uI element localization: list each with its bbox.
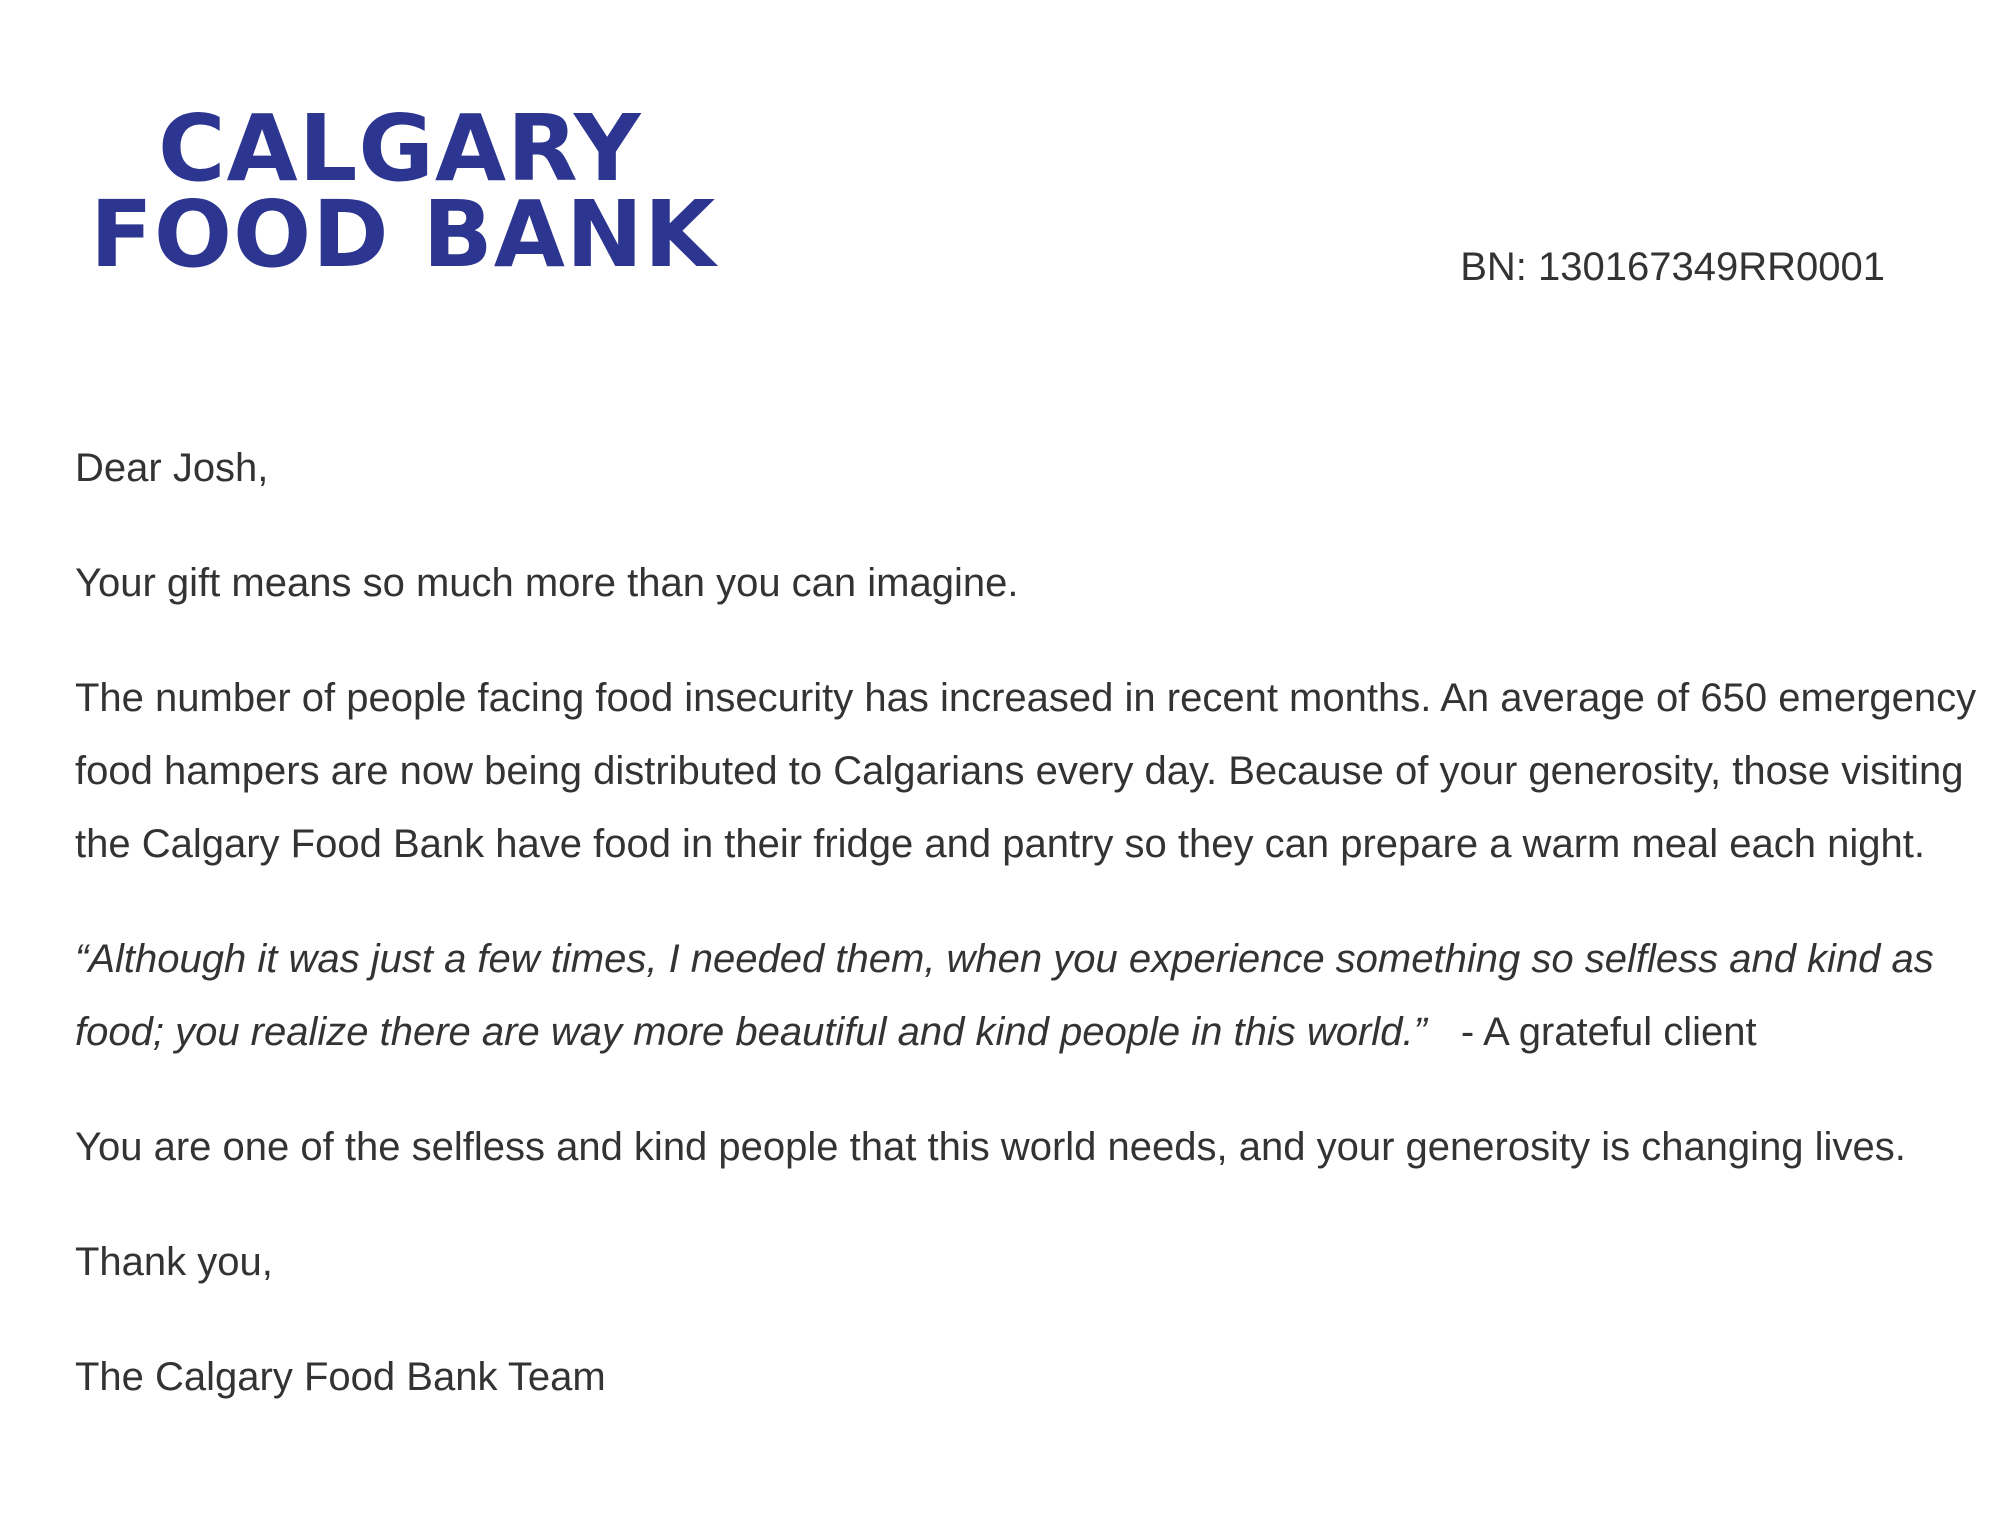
business-number: BN: 130167349RR0001 <box>1460 245 1885 289</box>
quote-attribution: - A grateful client <box>1460 1010 1757 1054</box>
client-quote <box>75 923 1995 1069</box>
letter-paragraph-selfless: You are one of the selfless and kind people that this world needs, and your generosity is changing lives. <box>75 1125 1906 1169</box>
letter-greeting: Dear Josh, <box>75 446 269 490</box>
letter-closing: Thank you, <box>75 1240 273 1284</box>
logo-line-calgary: CALGARY <box>158 95 642 202</box>
letter-body <box>75 432 1995 1456</box>
letter-paragraph-insecurity: The number of people facing food insecurity has increased in recent months. An average of 650 emergency food hampers are now being distributed to Calgarians every day. Because of your generosity, those visiting the Calgary Food Bank have food in their fridge and pantry so they can prepare a warm meal each night. <box>75 676 1977 866</box>
logo-line-food-bank: FOOD BANK <box>90 181 717 288</box>
letter-signature: The Calgary Food Bank Team <box>75 1355 606 1399</box>
letter-paragraph-gift: Your gift means so much more than you can imagine. <box>75 561 1019 605</box>
calgary-food-bank-logo <box>90 95 750 288</box>
quote-text: “Although it was just a few times, I needed them, when you experience something so selfless and kind as food; you realize there are way more beautiful and kind people in this world.” <box>75 937 1934 1054</box>
